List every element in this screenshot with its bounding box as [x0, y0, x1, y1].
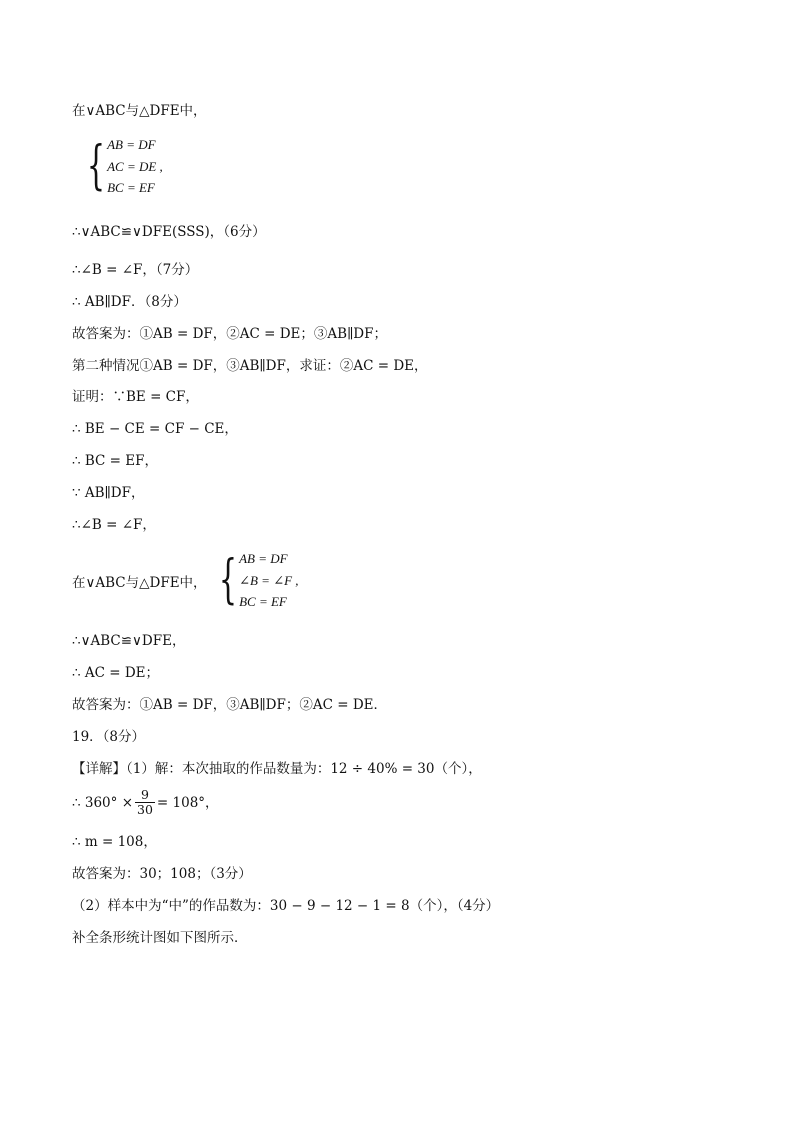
text-line: 故答案为：①AB = DF，③AB∥DF；②AC = DE． — [72, 697, 388, 713]
equation-system — [72, 134, 163, 199]
fraction-numerator: 9 — [140, 787, 149, 802]
text-line: ∴ m = 108， — [72, 834, 157, 850]
equation-rows — [239, 548, 298, 613]
text-line: ∴ BC = EF， — [72, 453, 158, 469]
text-line: 第二种情况①AB = DF，③AB∥DF，求证：②AC = DE， — [72, 358, 428, 374]
text-line: ∴ BE − CE = CF − CE， — [72, 421, 238, 437]
text-line: 证明：∵BE = CF， — [72, 389, 199, 405]
equation-row: AB = DF — [107, 137, 156, 152]
text-line: （2）样本中为“中”的作品数为：30 − 9 − 12 − 1 = 8（个），（4分） — [72, 898, 500, 914]
text-line: 19．（8分） — [72, 729, 146, 745]
fraction-line — [72, 788, 219, 817]
text-line: ∴∨ABC≌∨DFE， — [72, 633, 186, 649]
text-line: 在∨ABC与△DFE中， — [72, 103, 207, 119]
equation-system — [204, 548, 299, 613]
text-line: ∴∠B = ∠F， — [72, 517, 156, 533]
fraction-suffix: = 108°， — [156, 794, 219, 811]
equation-row: AC = DE , — [107, 158, 163, 174]
text-line: 【详解】（1）解：本次抽取的作品数量为：12 ÷ 40% = 30（个）， — [72, 761, 482, 777]
equation-rows — [107, 134, 163, 199]
text-line: 故答案为：①AB = DF，②AC = DE；③AB∥DF； — [72, 326, 388, 342]
text-line: ∴ AB∥DF．（8分） — [72, 294, 187, 310]
equation-row: BC = EF — [107, 180, 155, 195]
text-line: ∵ AB∥DF， — [72, 485, 145, 501]
text-line: ∴∨ABC≌∨DFE(SSS)，（6分） — [72, 224, 266, 240]
equation-row: ∠B = ∠F , — [239, 572, 299, 588]
text-line: ∴ AC = DE； — [72, 665, 160, 681]
text-line: 补全条形统计图如下图所示． — [72, 930, 248, 946]
text-line: ∴∠B = ∠F，（7分） — [72, 262, 199, 278]
fraction — [135, 788, 155, 817]
text-line: 在∨ABC与△DFE中， — [72, 575, 207, 591]
equation-row: AB = DF — [239, 551, 288, 566]
fraction-denominator: 30 — [137, 802, 153, 817]
text-line: 故答案为：30；108；（3分） — [72, 866, 252, 882]
equation-row: BC = EF — [239, 594, 287, 609]
left-brace: { — [218, 550, 238, 611]
fraction-prefix: ∴ 360° × — [72, 794, 134, 811]
left-brace: { — [86, 136, 106, 197]
